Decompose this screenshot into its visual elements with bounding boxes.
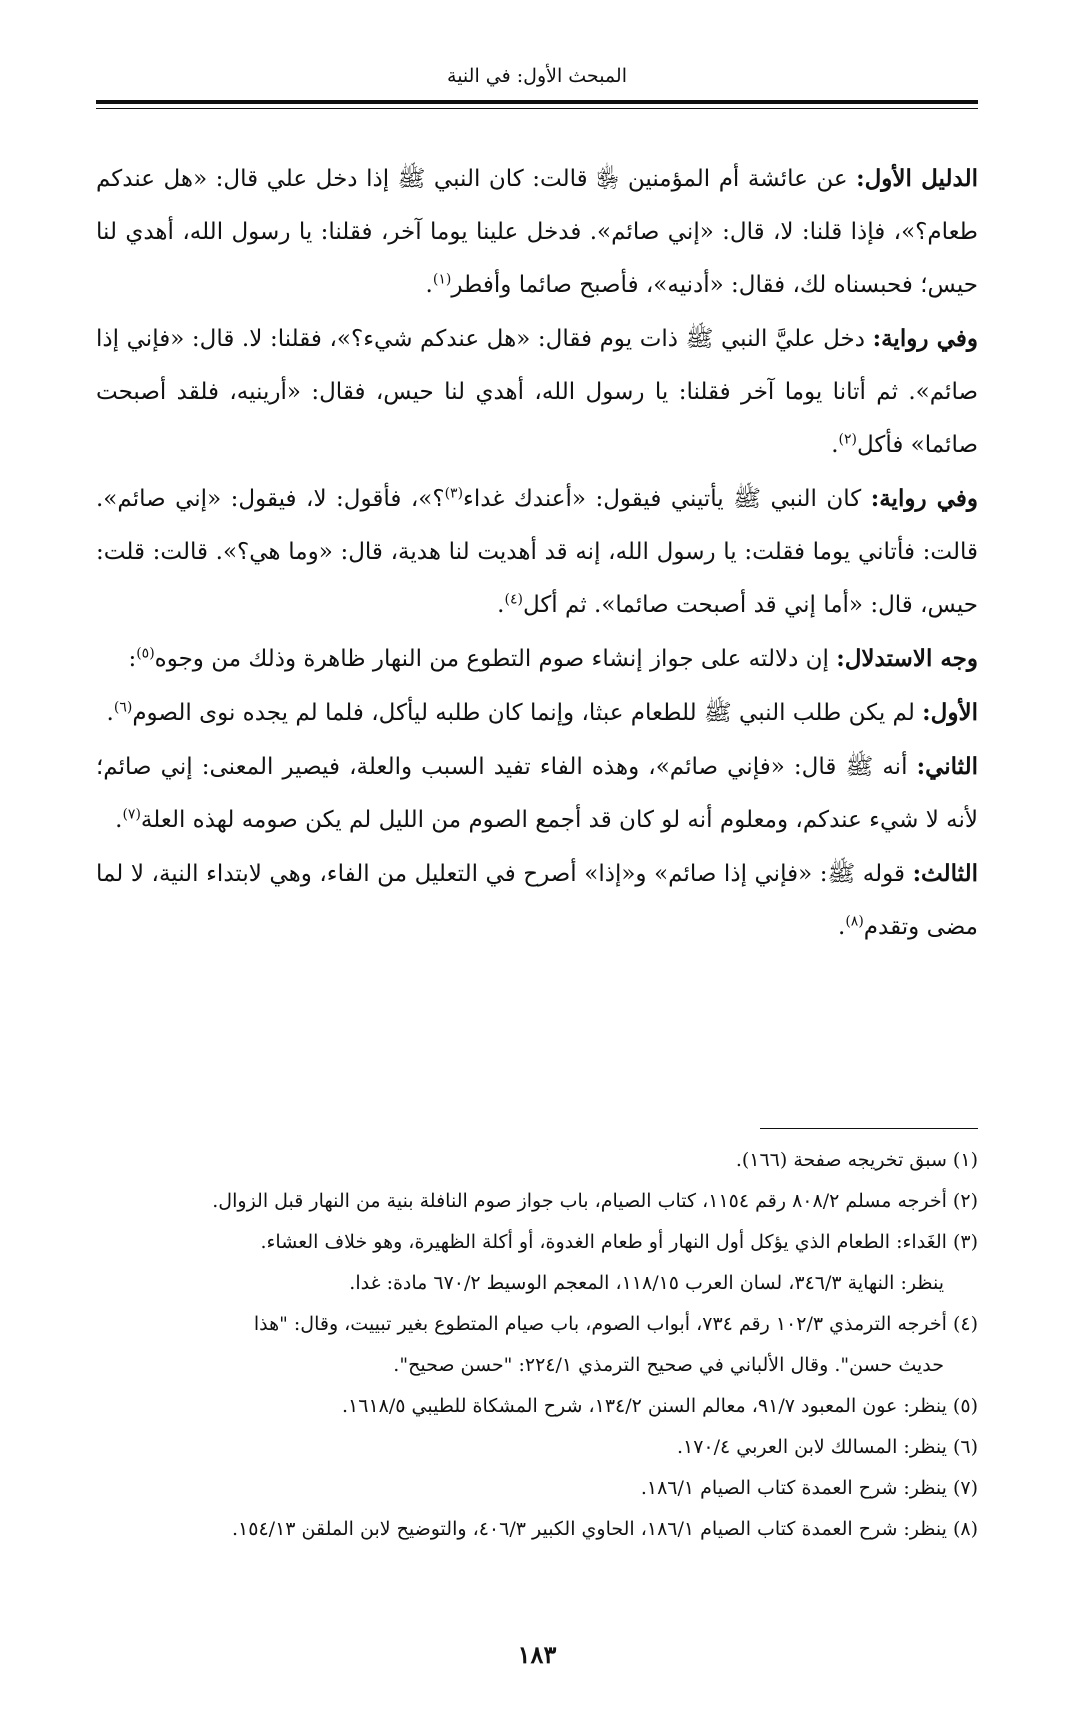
running-header: المبحث الأول: في النية: [447, 65, 627, 87]
footnote-ref: (٤): [504, 591, 523, 608]
paragraph-text: كان النبي ﷺ يأتيني فيقول: «أعندك غداء: [463, 486, 871, 512]
paragraph-text: قوله ﷺ: «فإني إذا صائم» و«إذا» أصرح في التعليل من الفاء، وهي لابتداء النية، لا لما مضى وتقدم: [96, 861, 978, 940]
paragraph-lead: وفي رواية:: [870, 485, 978, 512]
paragraph-first-evidence: [96, 152, 978, 312]
footnote-ref: (٣): [444, 485, 464, 502]
main-text: [96, 152, 978, 954]
footnote-ref: (٧): [122, 806, 141, 823]
page-number: ١٨٣: [517, 1640, 557, 1669]
paragraph-lead: الثاني:: [916, 753, 978, 780]
paragraph-point-first: [96, 686, 978, 740]
footnote-6: (٦) ينظر: المسالك لابن العربي ١٧٠/٤.: [676, 1436, 978, 1458]
paragraph-end: .: [115, 807, 123, 833]
footnote-ref: (٨): [845, 913, 864, 930]
paragraph-lead: وفي رواية:: [872, 325, 979, 352]
paragraph-end: :: [128, 646, 137, 672]
paragraph-narration-1: [96, 312, 978, 472]
footnote-ref: (٥): [136, 645, 155, 662]
footnote-2: (٢) أخرجه مسلم ٨٠٨/٢ رقم ١١٥٤، كتاب الصيام، باب جواز صوم النافلة بنية من النهار قبل الزوال.: [212, 1190, 978, 1212]
paragraph-lead: وجه الاستدلال:: [836, 645, 978, 672]
header-rule: [96, 100, 978, 104]
footnotes: [96, 1140, 978, 1550]
footnote-3: (٣) الغَداء: الطعام الذي يؤكل أول النهار أو طعام الغدوة، أو أكلة الظهيرة، وهو خلاف العشاء.: [260, 1231, 978, 1253]
footnote-ref: (١): [432, 271, 452, 288]
paragraph-end: .: [106, 700, 114, 726]
paragraph-lead: الدليل الأول:: [856, 165, 978, 192]
paragraph-text: إن دلالته على جواز إنشاء صوم التطوع من النهار ظاهرة وذلك من وجوه: [154, 646, 837, 672]
header-rule-thin: [96, 108, 978, 109]
footnote-separator: [760, 1128, 978, 1129]
paragraph-point-second: [96, 740, 978, 847]
paragraph-lead: الثالث:: [912, 860, 978, 887]
paragraph-text: ؟»، فأقول: لا، فيقول: «إني صائم». قالت: فأتاني يوما فقلت: يا رسول الله، إنه قد أهديت لنا هدية، قال: «وما هي؟». قالت: قلت: حيس، قال: «أما إني قد أصبحت صائما». ثم أكل: [96, 486, 978, 618]
paragraph-point-third: [96, 847, 978, 954]
footnote-3-continued: ينظر: النهاية ٣٤٦/٣، لسان العرب ١١٨/١٥، المعجم الوسيط ٦٧٠/٢ مادة: غدا.: [349, 1272, 944, 1294]
footnote-5: (٥) ينظر: عون المعبود ٩١/٧، معالم السنن ١٣٤/٢، شرح المشكاة للطيبي ١٦١٨/٥.: [341, 1395, 978, 1417]
paragraph-end: .: [838, 914, 846, 940]
footnote-4: (٤) أخرجه الترمذي ١٠٢/٣ رقم ٧٣٤، أبواب الصوم، باب صيام المتطوع بغير تبييت، وقال: "هذا: [253, 1313, 978, 1335]
paragraph-text: أنه ﷺ قال: «فإني صائم»، وهذه الفاء تفيد السبب والعلة، فيصير المعنى: إني صائم؛ لأنه لا شيء عندكم، ومعلوم أنه لو كان قد أجمع الصوم من الليل لم يكن صومه لهذه العلة: [96, 754, 978, 833]
footnote-1: (١) سبق تخريجه صفحة (١٦٦).: [735, 1149, 978, 1171]
paragraph-end: .: [831, 432, 839, 458]
paragraph-text: لم يكن طلب النبي ﷺ للطعام عبثا، وإنما كان طلبه ليأكل، فلما لم يجده نوى الصوم: [132, 700, 923, 726]
footnote-7: (٧) ينظر: شرح العمدة كتاب الصيام ١٨٦/١.: [640, 1477, 978, 1499]
footnote-4-continued: حديث حسن". وقال الألباني في صحيح الترمذي ٢٢٤/١: "حسن صحيح".: [393, 1354, 944, 1376]
footnote-ref: (٢): [838, 431, 857, 448]
paragraph-end: .: [497, 592, 505, 618]
footnote-ref: (٦): [113, 699, 133, 716]
footnote-8: (٨) ينظر: شرح العمدة كتاب الصيام ١٨٦/١، الحاوي الكبير ٤٠٦/٣، والتوضيح لابن الملقن ١٥٤/١٣.: [232, 1518, 978, 1540]
paragraph-text: دخل عليَّ النبي ﷺ ذات يوم فقال: «هل عندكم شيء؟»، فقلنا: لا. قال: «فإني إذا صائم». ثم أتانا يوما آخر فقلنا: يا رسول الله، أهدي لنا حيس، فقال: «أرينيه، فلقد أصبحت صائما» فأكل: [96, 326, 978, 458]
paragraph-lead: الأول:: [922, 699, 978, 726]
paragraph-inference: [96, 632, 978, 686]
paragraph-narration-2: [96, 472, 978, 632]
paragraph-end: .: [425, 272, 433, 298]
paragraph-text: عن عائشة أم المؤمنين ﵂ قالت: كان النبي ﷺ إذا دخل علي قال: «هل عندكم طعام؟»، فإذا قلنا: لا، قال: «إني صائم». فدخل علينا يوما آخر، فقلنا: يا رسول الله، أهدي لنا حيس؛ فحبسناه لك، فقال: «أدنيه»، فأصبح صائما وأفطر: [96, 166, 978, 298]
